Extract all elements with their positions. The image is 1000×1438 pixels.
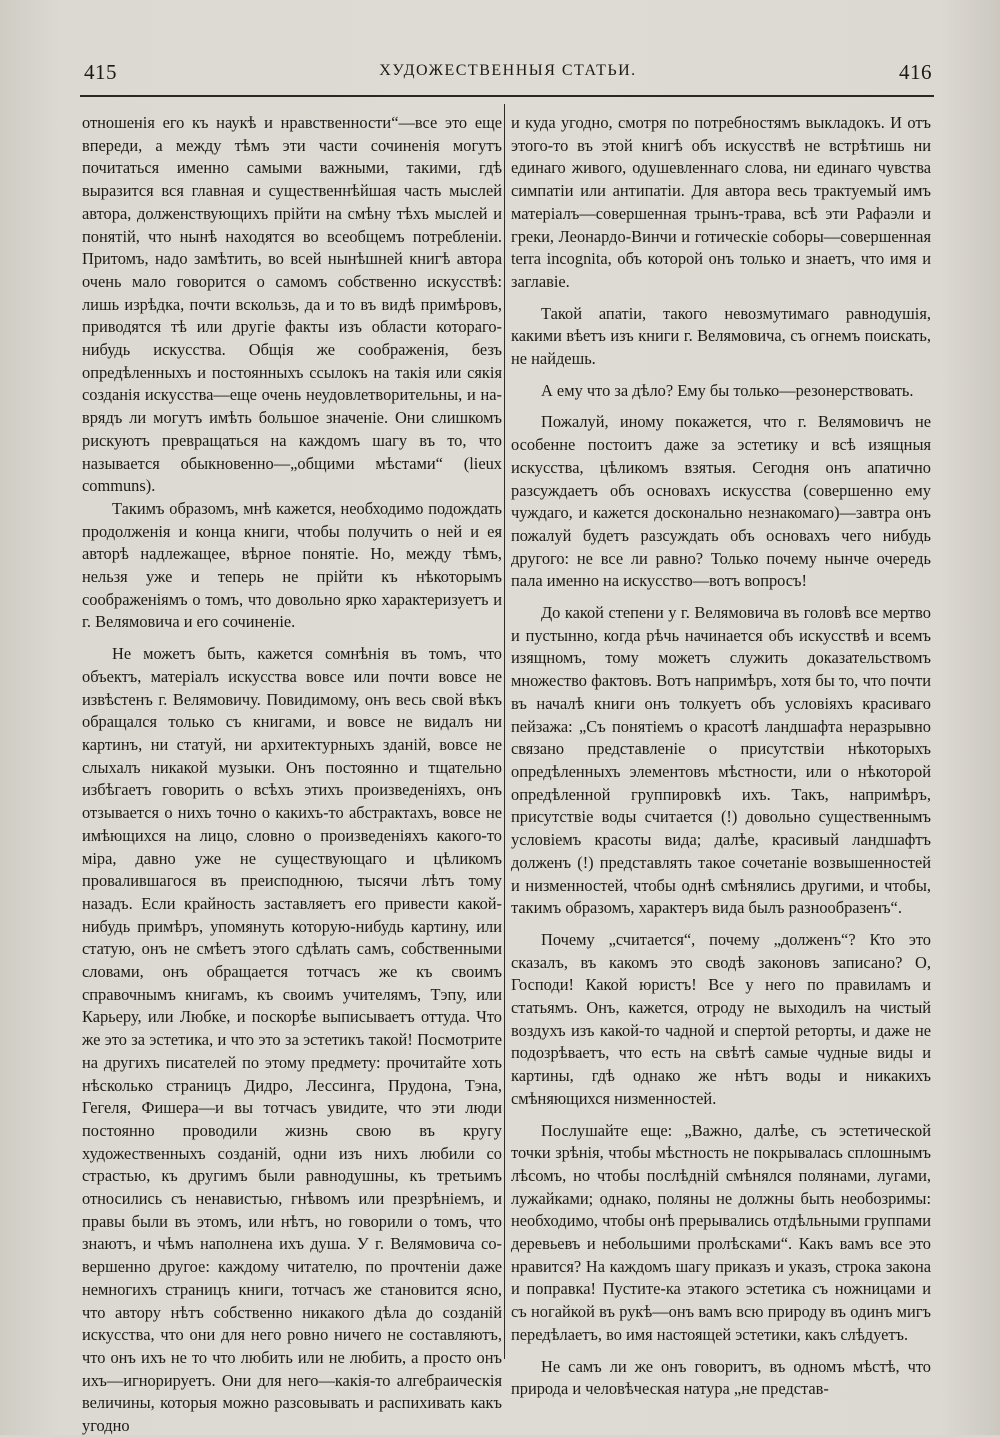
- paragraph: Такой апатіи, такого невозмутимаго равнодушія, какими вѣетъ изъ книги г. Велямовича, съ огнемъ поискать, не найдешь.: [511, 303, 931, 369]
- column-divider: [504, 104, 505, 1359]
- paragraph: Такимъ образомъ, мнѣ кажется, необходимо подождать продолженія и конца книги, чтобы получить о ней и ея авторѣ надлежащее, вѣрное понятіе. Но, между тѣмъ, нельзя уже и теперь не прійти къ нѣкоторымъ соображеніямъ о томъ, что довольно ярко характеризуетъ и г. Велямовича и его сочиненіе.: [82, 498, 502, 632]
- running-header: [84, 60, 932, 84]
- paragraph: А ему что за дѣло? Ему бы только—резонерствовать.: [541, 380, 914, 400]
- left-page-number: 415: [84, 60, 117, 84]
- right-page-number: 416: [899, 60, 932, 84]
- paragraph: До какой степени у г. Велямовича въ головѣ все мертво и пустынно, когда рѣчь начинается объ искусствѣ и всемъ изящномъ, тому можетъ служить доказательствомъ множество фактовъ. Вотъ напримѣръ, хотя бы то, что почти въ началѣ книги онъ толкуетъ объ условіяхъ красиваго пейзажа: „Съ понятіемъ о красотѣ ландшафта неразрывно связано представленіе о присутствіи нѣкоторыхъ опредѣленныхъ элементовъ мѣстности, или о нѣкоторой опредѣленной группировкѣ ихъ. Такъ, напримѣръ, присутствіе воды считается (!) довольно существеннымъ условіемъ красоты вида; далѣе, красивый ландшафтъ долженъ (!) представлять такое сочетаніе возвышенностей и низменностей, чтобы однѣ смѣнялись другими, и чтобы, такимъ образомъ, характеръ вида былъ разнообразенъ“.: [511, 603, 931, 918]
- paragraph: Послушайте еще: „Важно, далѣе, съ эстетической точки зрѣнія, чтобы мѣстность не покрывалась сплошнымъ лѣсомъ, но чтобы послѣдній смѣнялся полянами, лугами, лужайками; однако, поляны не должны быть необозримы: необходимо, чтобы онѣ прерывались отдѣльными группами деревьевъ и небольшими пролѣсками“. Какъ вамъ все это нравится? На каждомъ шагу приказъ и указъ, строка закона и поправка! Пустите-ка этакого эстетика съ ножницами и съ ногайкой въ рукѣ—онъ вамъ всю природу въ одинъ мигъ передѣлаетъ, во имя настоящей эстетики, какъ слѣдуетъ.: [511, 1120, 931, 1344]
- paragraph: Не можетъ быть, кажется сомнѣнія въ томъ, что объектъ, матеріалъ искусства вовсе или почти вовсе не извѣстенъ г. Велямовичу. Повидимому, онъ весь свой вѣкъ обращался только съ книгами, и вовсе не видалъ ни картинъ, ни статуй, ни архитектурныхъ зданій, вовсе не слыхалъ никакой музыки. Онъ постоянно и тщательно избѣгаетъ говорить о всѣхъ этихъ произведеніяхъ, онъ отзывается о нихъ точно о какихъ-то абстрактахъ, вовсе не имѣющихся на лицо, словно о произведеніяхъ какого-то міра, давно уже не существующаго и цѣликомъ провалившагося въ преисподнюю, тысячи лѣтъ тому назадъ. Если крайность заставляетъ его привести какой-нибудь примѣръ, упомянуть которую-нибудь картину, или статую, онъ не смѣетъ этого сдѣлать самъ, собственными словами, онъ обращается тотчасъ же къ своимъ справочнымъ книгамъ, къ своимъ учителямъ, Тэпу, или Карьеру, или Любке, и поскорѣе выписываетъ оттуда. Что же это за эстетика, и что это за эстетикъ такой! Посмотрите на другихъ писателей по этому предмету: прочитайте хоть нѣсколько страницъ Дидро, Лессинга, Прудона, Тэна, Гегеля, Фишера—и вы тотчасъ увидите, что эти люди постоянно проводили жизнь свою въ кругу художественныхъ созданій, одни изъ нихъ любили со страстью, къ другимъ были равнодушны, къ третьимъ относились съ ненавистью, гнѣвомъ или презрѣніемъ, и правы были въ этомъ, или нѣтъ, но говорили о томъ, что знаютъ, и чѣмъ наполнена ихъ душа. У г. Велямовича совершенно другое: каждому читателю, по прочтеніи даже немногихъ страницъ книги, тотчасъ же становится ясно, что автору нѣтъ собственно никакого дѣла до созданій искусства, что они для него ровно ничего не составляютъ, что онъ ихъ не то что любить или не любить, а просто онъ ихъ—игнорируетъ. Они для него—какія-то алгебраическія величины, которыя можно разсовывать и распихивать какъ угодно: [82, 644, 502, 1436]
- paragraph: Не самъ ли же онъ говоритъ, въ одномъ мѣстѣ, что природа и человѣческая натура „не представ-: [511, 1356, 931, 1399]
- section-title: ХУДОЖЕСТВЕННЫЯ СТАТЬИ.: [379, 62, 637, 79]
- header-rule: [80, 95, 934, 97]
- paragraph: отношенія его къ наукѣ и нравственности“—все это еще впереди, а между тѣмъ эти части сочиненія могутъ почитаться именно самыми важными, такими, гдѣ выразится вся главная и существеннѣйшая часть мыслей автора, долженствующихъ прійти на смѣну тѣхъ мыслей и понятій, что нынѣ находятся во всеобщемъ потребленіи. Притомъ, надо замѣтить, во всей нынѣшней книгѣ автора очень мало говорится о самомъ собственно искусствѣ: лишь изрѣдка, почти вскользь, да и то въ видѣ примѣровъ, приводятся тѣ или другіе факты изъ области котораго-нибудь искусства. Общія же соображенія, безъ опредѣленныхъ и постоянныхъ ссылокъ на такія или сякія созданія искусства—еще очень неудовлетворительны, и наврядъ ли могутъ имѣть большое значеніе. Они слишкомъ рискуютъ превращаться на каждомъ шагу въ то, что называется обыкновенно—„общими мѣстами“ (lieux communs).: [82, 113, 502, 496]
- left-text-column: [82, 112, 502, 1438]
- right-text-column: [511, 112, 931, 1401]
- paragraph: и куда угодно, смотря по потребностямъ выкладокъ. И отъ этого-то въ этой книгѣ объ искусствѣ не встрѣтишь ни единаго живого, одушевленнаго слова, ни единаго чувства симпатіи или антипатіи. Для автора весь трактуемый имъ матеріалъ—совершенная трынъ-трава, всѣ эти Рафаэли и греки, Леонардо-Винчи и готическіе соборы—совершенная terra incognita, объ которой онъ только и знаетъ, что имя и заглавіе.: [511, 113, 931, 291]
- paragraph: Почему „считается“, почему „долженъ“? Кто это сказалъ, въ какомъ это сводѣ законовъ записано? О, Господи! Какой юристъ! Все у него по правиламъ и статьямъ. Онъ, кажется, отроду не выходилъ на чистый воздухъ изъ какой-то чадной и спертой реторты, и даже не подозрѣваетъ, что есть на свѣтѣ самые чудные виды и картины, гдѣ однако же нѣтъ воды и никакихъ смѣняющихся низменностей.: [511, 929, 931, 1108]
- paragraph: Пожалуй, иному покажется, что г. Велямовичъ не особенне постоитъ даже за эстетику и всѣ изящныя искусства, цѣликомъ взятыя. Сегодня онъ апатично разсуждаетъ объ основахъ искусства (совершенно ему чуждаго, и кажется досконально незнакомаго)—завтра онъ пожалуй будетъ разсуждать объ основахъ чего нибудь другого: не все ли равно? Только почему нынче очередь пала именно на искусство—вотъ вопросъ!: [511, 412, 931, 591]
